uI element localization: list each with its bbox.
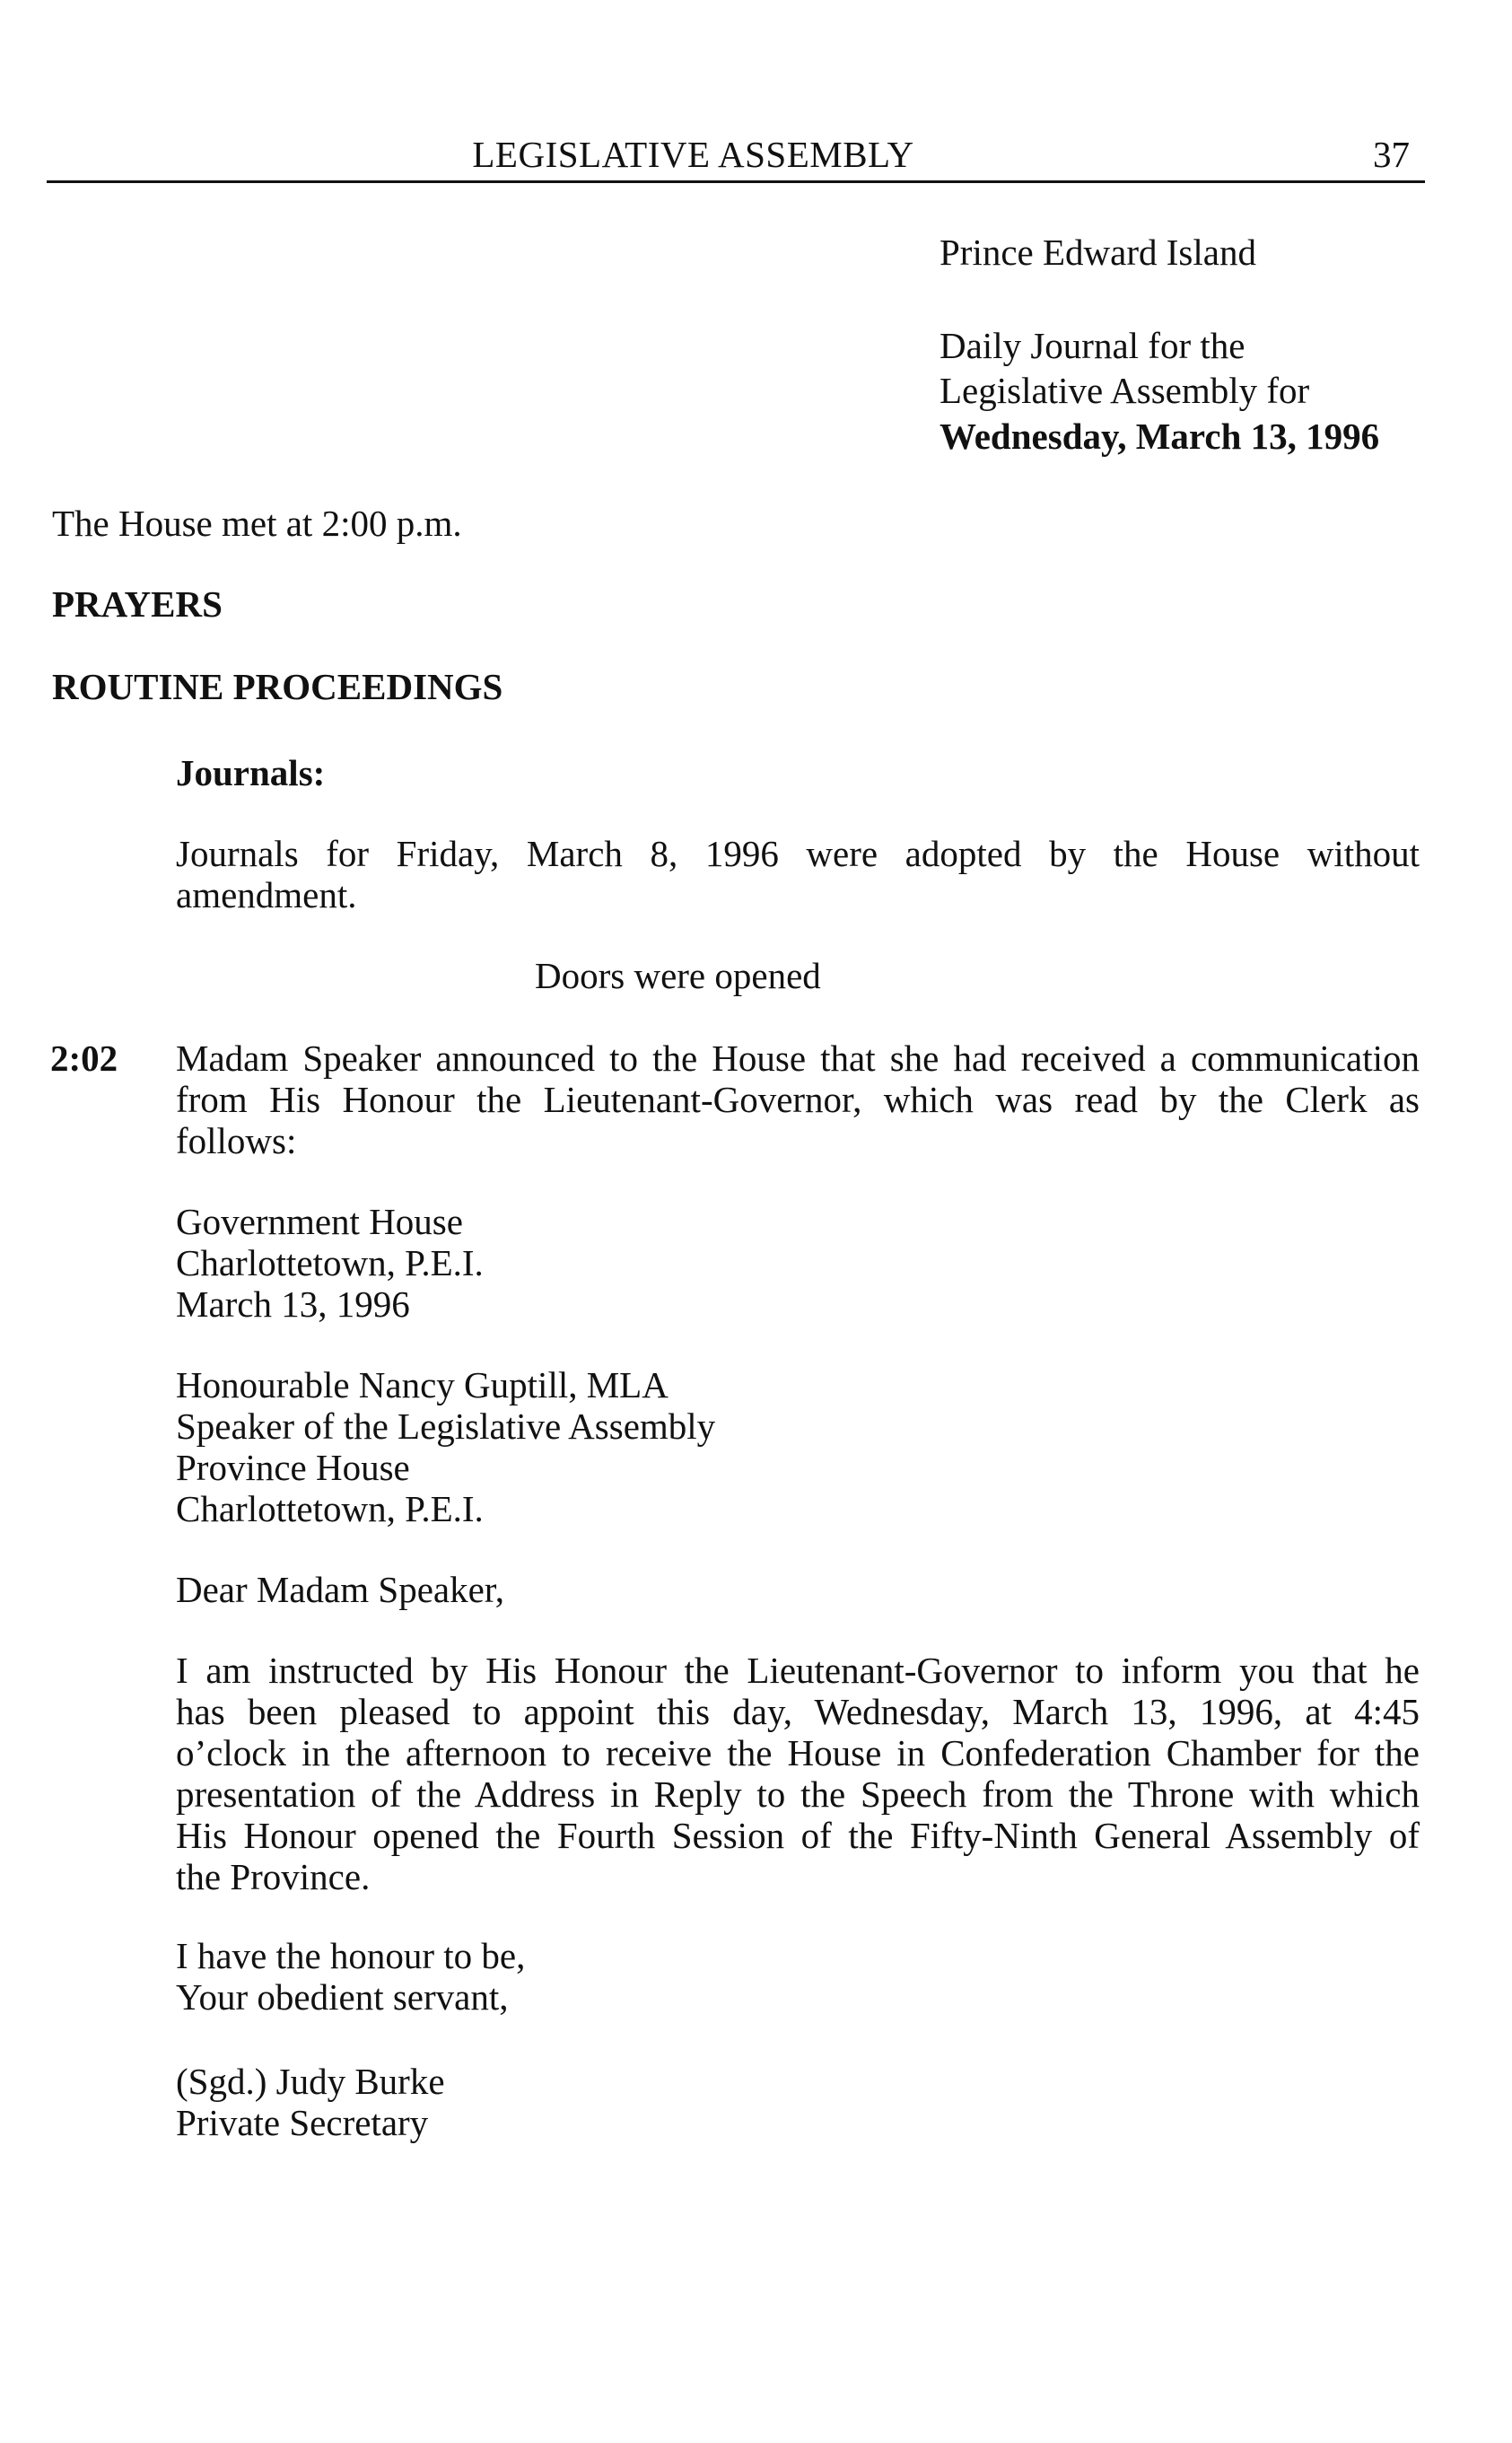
running-header: LEGISLATIVE ASSEMBLY [472,134,914,175]
house-met-line: The House met at 2:00 p.m. [52,503,462,544]
province-name: Prince Edward Island [940,232,1256,273]
journals-text-line: amendment. [176,874,357,915]
entry-paragraph [176,1038,1420,1161]
letter-body-line: o’clock in the afternoon to receive the House in Confederation Chamber for the [176,1732,1420,1773]
letter-body-line: His Honour opened the Fourth Session of the Fifty-Ninth General Assembly of [176,1815,1420,1856]
letter-body-line: has been pleased to appoint this day, Wednesday, March 13, 1996, at 4:45 [176,1691,1420,1732]
journals-paragraph [176,833,1420,915]
letter-body-line: I am instructed by His Honour the Lieutenant-Governor to inform you that he [176,1650,1420,1691]
routine-proceedings-heading: ROUTINE PROCEEDINGS [52,666,503,707]
letter-body-line: the Province. [176,1856,371,1897]
letter-body-line: presentation of the Address in Reply to the Speech from the Throne with which [176,1773,1420,1815]
journal-date: Wednesday, March 13, 1996 [940,416,1380,457]
journals-heading: Journals: [176,752,326,793]
journal-line-1: Daily Journal for the [940,325,1245,366]
letter-addressee-block [176,1364,715,1529]
entry-text-line: Madam Speaker announced to the House that she had received a communication [176,1038,1420,1079]
letter-from-line: March 13, 1996 [176,1283,410,1325]
letter-closing-line: Your obedient servant, [176,1976,509,2018]
letter-body [176,1650,1420,1897]
letter-from-line: Government House [176,1201,463,1242]
signatory-title: Private Secretary [176,2102,429,2143]
letter-signature [176,2061,445,2143]
letter-from-block [176,1201,484,1325]
letter-closing [176,1935,525,2018]
letter-addressee-line: Province House [176,1447,410,1488]
letter-closing-line: I have the honour to be, [176,1935,526,1976]
letter-addressee-line: Speaker of the Legislative Assembly [176,1405,716,1447]
signatory-name: (Sgd.) Judy Burke [176,2061,445,2102]
doors-opened-note: Doors were opened [535,955,821,996]
prayers-heading: PRAYERS [52,583,223,625]
journals-text-line: Journals for Friday, March 8, 1996 were adopted by the House without [176,833,1420,874]
letter-addressee-line: Honourable Nancy Guptill, MLA [176,1364,669,1405]
entry-text-line: follows: [176,1120,297,1161]
header-rule [47,180,1425,183]
entry-time: 2:02 [50,1038,118,1079]
letter-salutation: Dear Madam Speaker, [176,1569,505,1610]
letter-addressee-line: Charlottetown, P.E.I. [176,1488,484,1529]
entry-text-line: from His Honour the Lieutenant-Governor, which was read by the Clerk as [176,1079,1420,1120]
page-number: 37 [1373,134,1410,175]
letter-from-line: Charlottetown, P.E.I. [176,1242,484,1283]
journal-line-2: Legislative Assembly for [940,370,1310,411]
